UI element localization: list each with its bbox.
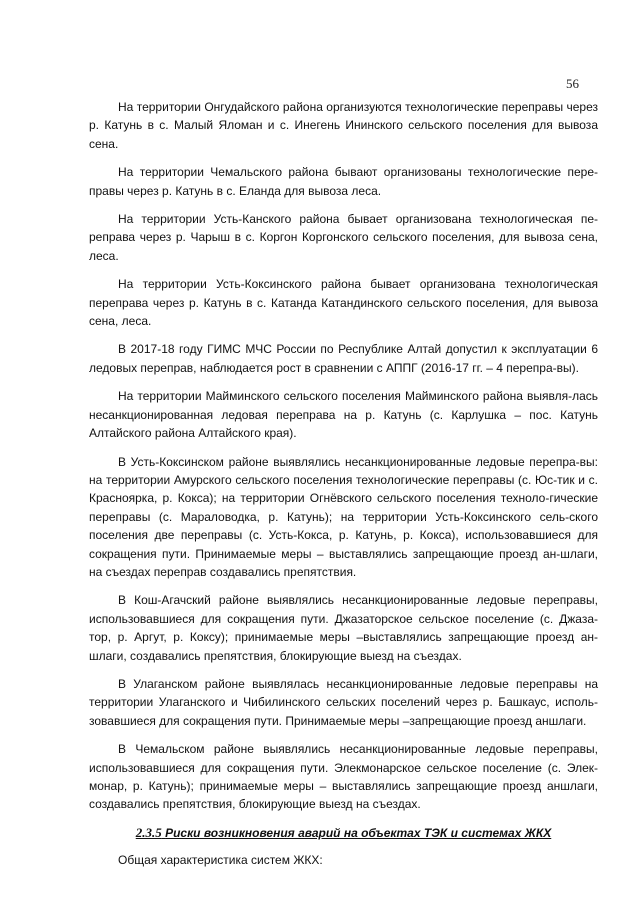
page-number: 56 [566, 76, 579, 91]
paragraph-ulagan: В Улаганском районе выявлялась несанкционированные ледовые переправы на территории Улаганского и Чибилинского сельских поселений через р. Башкаус, исполь-зовавшиеся для сокращения пути. Принимаемые меры –запрещающие проезд аншлаги. [89, 676, 598, 728]
section-number: 2.3.5 [135, 824, 162, 840]
paragraph-ust-kan: На территории Усть-Канского района бывает организована технологическая пе-реправа через р. Чарыш в с. Коргон Коргонского сельского поселения, для вывоза сена, леса. [89, 212, 598, 263]
paragraph-kosh-agach: В Кош-Агачский районе выявлялись несанкционированные ледовые переправы, использовавшиеся для сокращения пути. Джазаторское сельское поселение (с. Джаза-тор, р. Аргут, р. Коксу); принимаемые меры –выставлялись запрещающие проезд ан-шлаги, создавались препятствия, блокирующие выезд на съездах. [89, 593, 598, 663]
paragraph-gims-statistics: В 2017-18 году ГИМС МЧС России по Республике Алтай допустил к эксплуатации 6 ледовых переправ, наблюдается рост в сравнении с АППГ (2016-17 гг. – 4 перепра-вы). [89, 342, 598, 375]
paragraph-ust-koksa-technological: На территории Усть-Коксинского района бывает организована технологическая переправа через р. Катунь в с. Катанда Катандинского сельского поселения, для вывоза сена, леса. [89, 277, 598, 329]
section-title: Риски возникновения аварий на объектах ТЭК и системах ЖКХ [165, 825, 552, 840]
document-body [89, 98, 598, 879]
paragraph-maima: На территории Майминского сельского поселения Майминского района выявля-лась несанкционированная ледовая переправа на р. Катунь (с. Карлушка – пос. Катунь Алтайского района Алтайского края). [89, 389, 598, 441]
paragraph-chemal-unauthorized: В Чемальском районе выявлялись несанкционированные ледовые переправы, использовавшиеся для сокращения пути. Элекмонарское сельское поселение (с. Элек-монар, р. Катунь); принимаемые меры – выставлялись запрещающие проезд аншлаги, создавались препятствия, блокирующие выезд на съездах. [89, 742, 598, 812]
paragraph-ust-koksa-unauthorized: В Усть-Коксинском районе выявлялись несанкционированные ледовые перепра-вы: на территории Амурского сельского поселения технологические переправы (с. Юс-тик и с. Красноярка, р. Кокса); на территории Огнёвского сельского поселения техноло-гические переправы (с. Мараловодка, р. Катунь); на территории Усть-Коксинского сель-ского поселения две переправы (с. Усть-Кокса, р. Катунь, р. Кокса), использовавшиеся для сокращения пути. Принимаемые меры – выставлялись запрещающие проезд ан-шлаги, на съездах переправ создавались препятствия. [89, 454, 598, 579]
paragraph-chemal-technological: На территории Чемальского района бывают организованы технологические пере-правы через р. Катунь в с. Еланда для вывоза леса. [89, 165, 598, 198]
paragraph-ongudai: На территории Онгудайского района организуются технологические переправы через р. Катунь в с. Малый Яломан и с. Инегень Ининского сельского поселения для вывоза сена. [89, 100, 598, 151]
paragraph-utilities-intro: Общая характеристика систем ЖКХ: [118, 852, 323, 867]
section-heading [89, 824, 598, 842]
